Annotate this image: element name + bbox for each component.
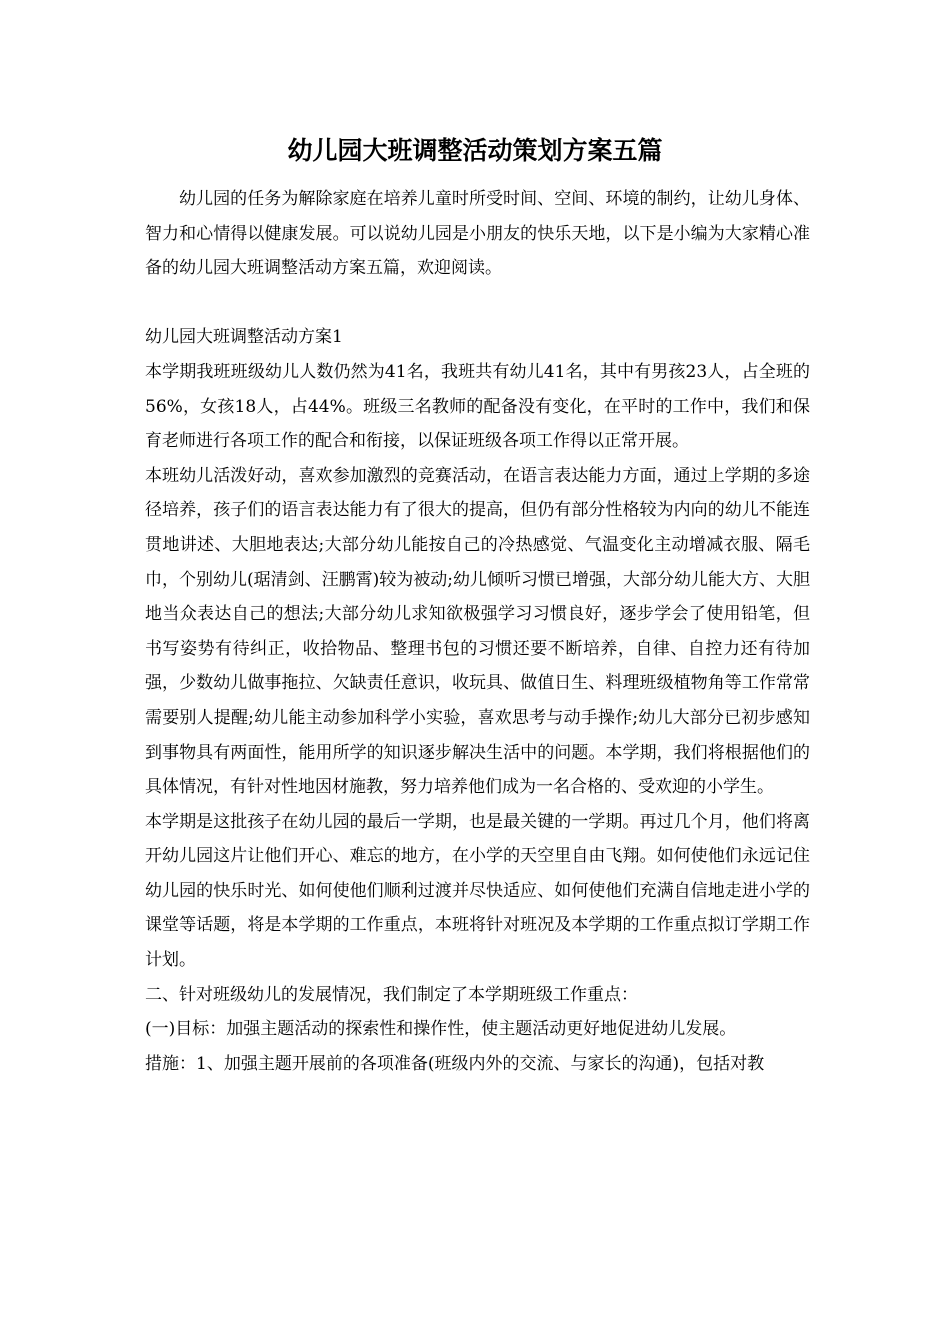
body-paragraph: 本班幼儿活泼好动，喜欢参加激烈的竞赛活动，在语言表达能力方面，通过上学期的多途径培养，孩子们的语言表达能力有了很大的提高，但仍有部分性格较为内向的幼儿不能连贯地讲述、大胆地表达;大部分幼儿能按自己的冷热感觉、气温变化主动增减衣服、隔毛巾，个别幼儿(琚清剑、汪鹏霄)较为被动;幼儿倾听习惯已增强，大部分幼儿能大方、大胆地当众表达自己的想法;大部分幼儿求知欲极强学习习惯良好，逐步学会了使用铅笔，但书写姿势有待纠正，收拾物品、整理书包的习惯还要不断培养，自律、自控力还有待加强，少数幼儿做事拖拉、欠缺责任意识，收玩具、做值日生、料理班级植物角等工作常常需要别人提醒;幼儿能主动参加科学小实验，喜欢思考与动手操作;幼儿大部分已初步感知到事物具有两面性，能用所学的知识逐步解决生活中的问题。本学期，我们将根据他们的具体情况，有针对性地因材施教，努力培养他们成为一名合格的、受欢迎的小学生。: [145, 465, 810, 798]
body-paragraph: 本学期我班班级幼儿人数仍然为41名，我班共有幼儿41名，其中有男孩23人，占全班的56%，女孩18人，占44%。班级三名教师的配备没有变化，在平时的工作中，我们和保育老师进行各项工作的配合和衔接，以保证班级各项工作得以正常开展。: [145, 361, 810, 452]
body-paragraph: 措施：1、加强主题开展前的各项准备(班级内外的交流、与家长的沟通)，包括对教: [145, 1053, 765, 1074]
body-paragraph: (一)目标：加强主题活动的探索性和操作性，使主题活动更好地促进幼儿发展。: [145, 1019, 737, 1040]
body-paragraph: 二、针对班级幼儿的发展情况，我们制定了本学期班级工作重点：: [145, 984, 638, 1005]
intro-paragraph: 幼儿园的任务为解除家庭在培养儿童时所受时间、空间、环境的制约，让幼儿身体、智力和心情得以健康发展。可以说幼儿园是小朋友的快乐天地，以下是小编为大家精心准备的幼儿园大班调整活动方案五篇，欢迎阅读。: [145, 189, 810, 279]
section-heading: 幼儿园大班调整活动方案1: [145, 327, 343, 348]
paragraph-spacer: [145, 286, 810, 321]
document-title: 幼儿园大班调整活动策划方案五篇: [287, 136, 663, 165]
document-body: [145, 182, 810, 1081]
body-paragraph: 本学期是这批孩子在幼儿园的最后一学期，也是最关键的一学期。再过几个月，他们将离开幼儿园这片让他们开心、难忘的地方，在小学的天空里自由飞翔。如何使他们永远记住幼儿园的快乐时光、如何使他们顺利过渡并尽快适应、如何使他们充满自信地走进小学的课堂等话题，将是本学期的工作重点，本班将针对班况及本学期的工作重点拟订学期工作计划。: [145, 811, 810, 971]
